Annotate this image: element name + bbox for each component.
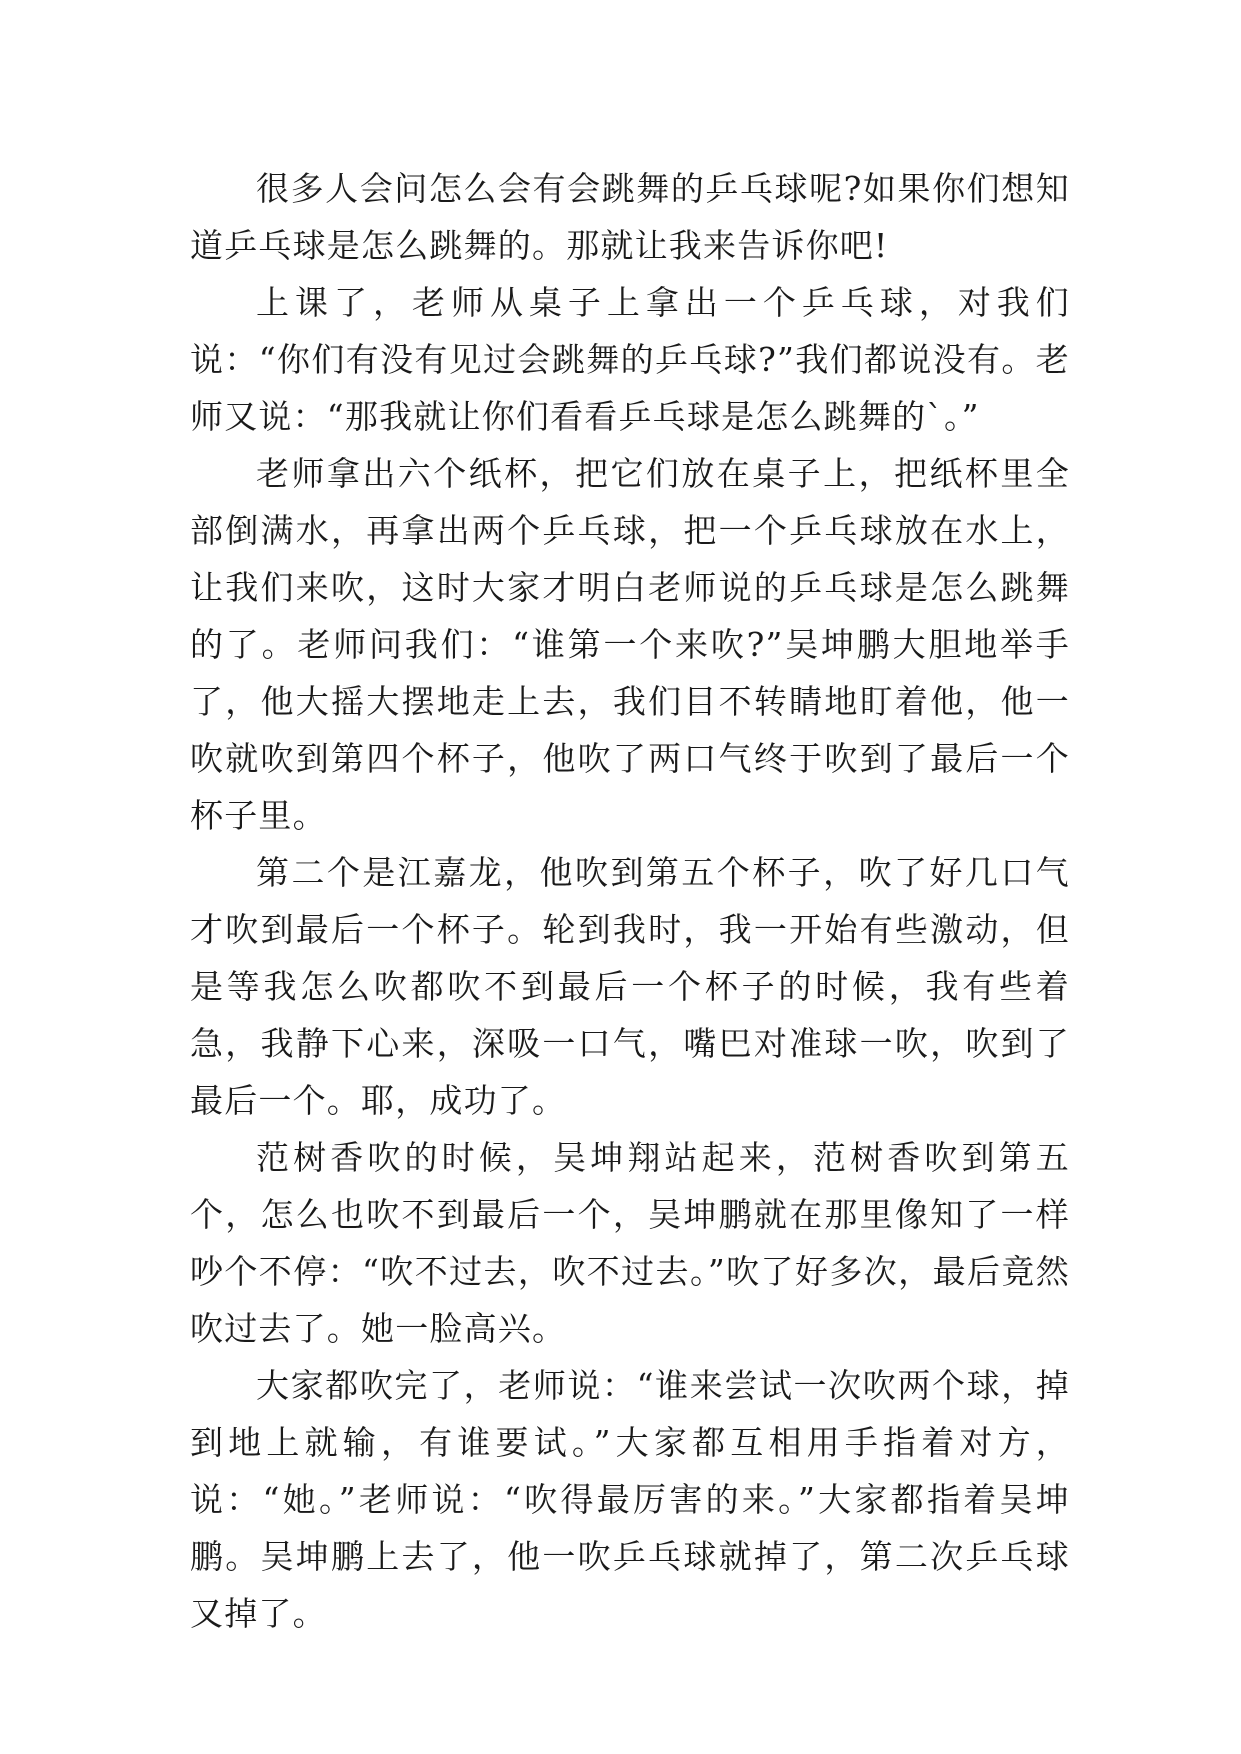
essay-body [190, 160, 1070, 1642]
paragraph-6: 大家都吹完了，老师说：“谁来尝试一次吹两个球，掉到地上就输，有谁要试。”大家都互相用手指着对方，说：“她。”老师说：“吹得最厉害的来。”大家都指着吴坤鹏。吴坤鹏上去了，他一吹乒乓球就掉了，第二次乒乓球又掉了。 [190, 1366, 1070, 1633]
paragraph-4: 第二个是江嘉龙，他吹到第五个杯子，吹了好几口气才吹到最后一个杯子。轮到我时，我一开始有些激动，但是等我怎么吹都吹不到最后一个杯子的时候，我有些着急，我静下心来，深吸一口气，嘴巴对准球一吹，吹到了最后一个。耶，成功了。 [190, 853, 1070, 1120]
paragraph-2: 上课了，老师从桌子上拿出一个乒乓球，对我们说：“你们有没有见过会跳舞的乒乓球?”我们都说没有。老师又说：“那我就让你们看看乒乓球是怎么跳舞的`。” [190, 283, 1070, 436]
paragraph-3: 老师拿出六个纸杯，把它们放在桌子上，把纸杯里全部倒满水，再拿出两个乒乓球，把一个乒乓球放在水上，让我们来吹，这时大家才明白老师说的乒乓球是怎么跳舞的了。老师问我们：“谁第一个来吹?”吴坤鹏大胆地举手了，他大摇大摆地走上去，我们目不转睛地盯着他，他一吹就吹到第四个杯子，他吹了两口气终于吹到了最后一个杯子里。 [190, 454, 1070, 835]
paragraph-1: 很多人会问怎么会有会跳舞的乒乓球呢?如果你们想知道乒乓球是怎么跳舞的。那就让我来告诉你吧! [190, 169, 1070, 265]
paragraph-5: 范树香吹的时候，吴坤翔站起来，范树香吹到第五个，怎么也吹不到最后一个，吴坤鹏就在那里像知了一样吵个不停：“吹不过去，吹不过去。”吹了好多次，最后竟然吹过去了。她一脸高兴。 [190, 1138, 1070, 1348]
